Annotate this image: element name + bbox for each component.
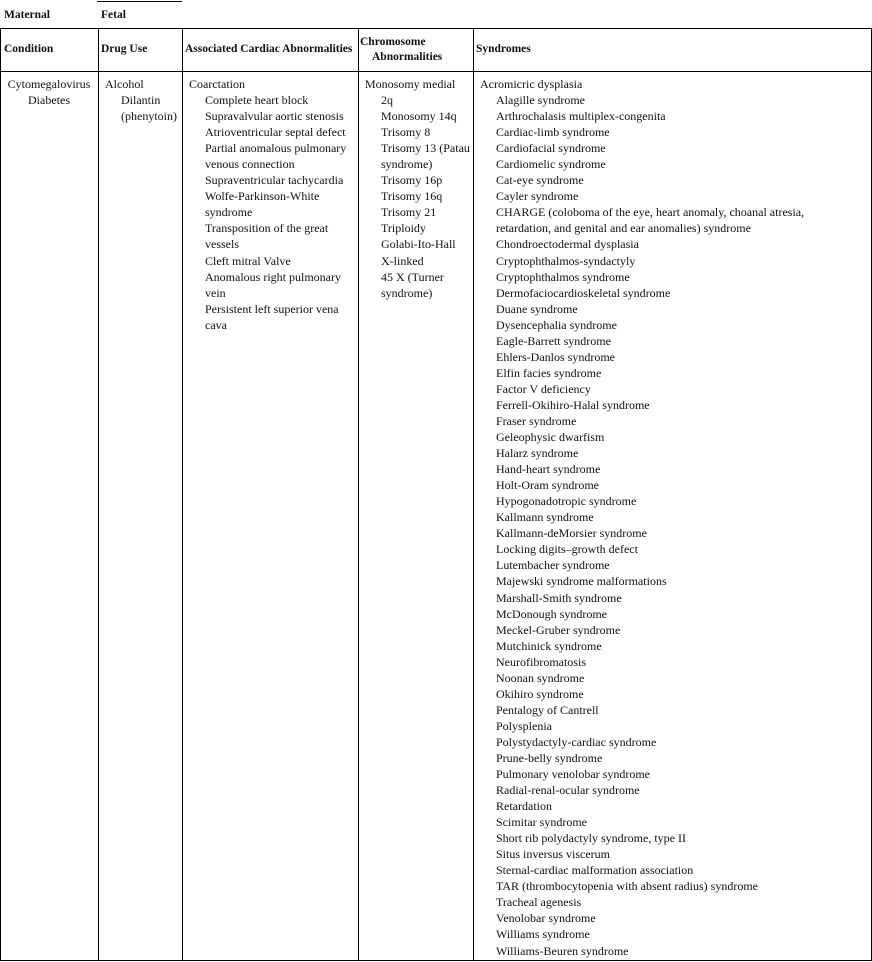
- maternal-header: Maternal: [4, 9, 50, 21]
- syndrome-item: Retardation: [496, 799, 552, 814]
- chromosome-item: 45 X (Turner syndrome): [381, 269, 444, 300]
- syndrome-item: Sternal-cardiac malformation association: [496, 863, 694, 878]
- chromosome-item: Monosomy 14q: [381, 109, 457, 124]
- syndrome-item: McDonough syndrome: [496, 606, 607, 621]
- syndrome-item: Short rib polydactyly syndrome, type II: [496, 831, 686, 846]
- syndrome-item: Holt-Oram syndrome: [496, 478, 599, 493]
- syndrome-item: Arthrochalasis multiplex-congenita: [496, 109, 666, 124]
- syndrome-item: Duane syndrome: [496, 301, 578, 316]
- syndrome-item: Eagle-Barrett syndrome: [496, 333, 611, 348]
- chromosome-header-line1: Chromosome: [360, 36, 426, 48]
- chromosome-item: Triploidy: [381, 221, 426, 236]
- syndrome-item: Factor V deficiency: [496, 381, 591, 396]
- drug-use-column: [105, 76, 181, 124]
- syndrome-item: Hand-heart syndrome: [496, 462, 601, 477]
- syndrome-item: Locking digits–growth defect: [496, 542, 638, 557]
- syndrome-item: Situs inversus viscerum: [496, 847, 610, 862]
- cardiac-item: Persistent left superior vena cava: [205, 301, 339, 332]
- syndrome-item: Cardiomelic syndrome: [496, 157, 606, 172]
- syndrome-item: Scimitar syndrome: [496, 815, 587, 830]
- drug-use-item: (phenytoin): [121, 109, 177, 124]
- cardiac-item: Wolfe-Parkinson-White syndrome: [205, 189, 320, 220]
- chromosome-item: Golabi-Ito-Hall X-linked: [381, 237, 456, 268]
- group-header-rule: [0, 28, 872, 29]
- syndrome-item: Cardiac-limb syndrome: [496, 125, 610, 140]
- syndrome-item: Cardiofacial syndrome: [496, 141, 606, 156]
- column-divider: [182, 28, 183, 961]
- syndrome-item: Cayler syndrome: [496, 189, 579, 204]
- condition-column: [2, 76, 96, 108]
- chromosome-column: [365, 76, 471, 301]
- syndrome-item: TAR (thrombocytopenia with absent radius) syndrome: [496, 879, 758, 894]
- syndrome-item: Kallmann-deMorsier syndrome: [496, 526, 647, 541]
- syndrome-item: Radial-renal-ocular syndrome: [496, 783, 640, 798]
- syndrome-item: Majewski syndrome malformations: [496, 574, 667, 589]
- syndrome-item: Cryptophthalmos syndrome: [496, 269, 630, 284]
- syndrome-item: Acromicric dysplasia: [480, 77, 583, 91]
- drug-use-item: Alcohol: [105, 77, 144, 91]
- syndrome-item: Cat-eye syndrome: [496, 173, 584, 188]
- syndrome-item: Polystydactyly-cardiac syndrome: [496, 734, 657, 749]
- cardiac-item: Partial anomalous pulmonary venous connection: [205, 141, 347, 172]
- syndrome-item: Meckel-Gruber syndrome: [496, 622, 621, 637]
- syndrome-item: Mutchinick syndrome: [496, 638, 602, 653]
- syndrome-item: CHARGE (coloboma of the eye, heart anomaly, choanal atresia,: [496, 205, 805, 220]
- syndrome-item: Cryptophthalmos-syndactyly: [496, 253, 636, 268]
- syndrome-item: Marshall-Smith syndrome: [496, 590, 622, 605]
- chromosome-item: Trisomy 16p: [381, 173, 443, 188]
- chromosome-item: Monosomy medial: [365, 77, 456, 91]
- syndrome-item: Geleophysic dwarfism: [496, 430, 605, 445]
- syndrome-item: Polysplenia: [496, 718, 552, 733]
- syndrome-item: Chondroectodermal dysplasia: [496, 237, 639, 252]
- syndromes-header: Syndromes: [476, 43, 531, 55]
- syndrome-item: Fraser syndrome: [496, 413, 577, 428]
- column-divider: [358, 28, 359, 961]
- cardiac-column: [189, 76, 355, 333]
- syndrome-item: Kallmann syndrome: [496, 510, 594, 525]
- cardiac-item: Complete heart block: [205, 93, 309, 108]
- cardiac-item: Transposition of the great vessels: [205, 221, 329, 252]
- chromosome-item: Trisomy 21: [381, 205, 437, 220]
- top-rule-fetal: [97, 1, 182, 2]
- condition-item: Cytomegalovirus: [7, 77, 91, 91]
- syndrome-item: Neurofibromatosis: [496, 654, 586, 669]
- fetal-header: Fetal: [101, 9, 126, 21]
- condition-item: Diabetes: [28, 93, 70, 108]
- chromosome-header-line2: Abnormalities: [372, 51, 443, 63]
- drug-use-item: Dilantin: [121, 93, 161, 108]
- cardiac-header: Associated Cardiac Abnormalities: [185, 43, 353, 55]
- syndrome-item: Elfin facies syndrome: [496, 365, 602, 380]
- condition-header: Condition: [4, 43, 54, 55]
- drug-use-header: Drug Use: [101, 43, 148, 55]
- syndrome-item: Halarz syndrome: [496, 446, 579, 461]
- column-divider: [98, 28, 99, 961]
- syndrome-item: Dermofaciocardioskeletal syndrome: [496, 285, 671, 300]
- chromosome-item: Trisomy 8: [381, 125, 431, 140]
- syndrome-item: Noonan syndrome: [496, 670, 585, 685]
- syndrome-item: Williams syndrome: [496, 927, 590, 942]
- chromosome-item: Trisomy 13 (Patau syndrome): [381, 141, 470, 172]
- syndrome-item: Dysencephalia syndrome: [496, 317, 617, 332]
- column-header-rule: [0, 71, 872, 72]
- cardiac-item: Coarctation: [189, 77, 245, 91]
- column-divider: [473, 28, 474, 961]
- syndrome-item: Williams-Beuren syndrome: [496, 943, 629, 958]
- syndrome-item: Venolobar syndrome: [496, 911, 596, 926]
- chromosome-item: Trisomy 16q: [381, 189, 443, 204]
- chromosome-item: 2q: [381, 93, 393, 108]
- syndrome-item: Pulmonary venolobar syndrome: [496, 767, 650, 782]
- column-divider: [0, 28, 1, 961]
- syndrome-item: Hypogonadotropic syndrome: [496, 494, 637, 509]
- bottom-rule: [0, 960, 872, 961]
- syndromes-column: [480, 76, 868, 959]
- syndrome-item: Lutembacher syndrome: [496, 558, 610, 573]
- syndrome-item: Prune-belly syndrome: [496, 750, 603, 765]
- syndrome-item: Okihiro syndrome: [496, 686, 584, 701]
- syndrome-item: Pentalogy of Cantrell: [496, 702, 599, 717]
- cardiac-item: Supraventricular tachycardia: [205, 173, 344, 188]
- cardiac-item: Cleft mitral Valve: [205, 253, 291, 268]
- syndrome-item: retardation, and genital and ear anomalies) syndrome: [496, 221, 751, 236]
- syndrome-item: Tracheal agenesis: [496, 895, 582, 910]
- syndrome-item: Ehlers-Danlos syndrome: [496, 349, 615, 364]
- cardiac-item: Anomalous right pulmonary vein: [205, 269, 341, 300]
- cardiac-item: Atrioventricular septal defect: [205, 125, 346, 140]
- syndrome-item: Alagille syndrome: [496, 93, 585, 108]
- syndrome-item: Ferrell-Okihiro-Halal syndrome: [496, 397, 650, 412]
- cardiac-item: Supravalvular aortic stenosis: [205, 109, 344, 124]
